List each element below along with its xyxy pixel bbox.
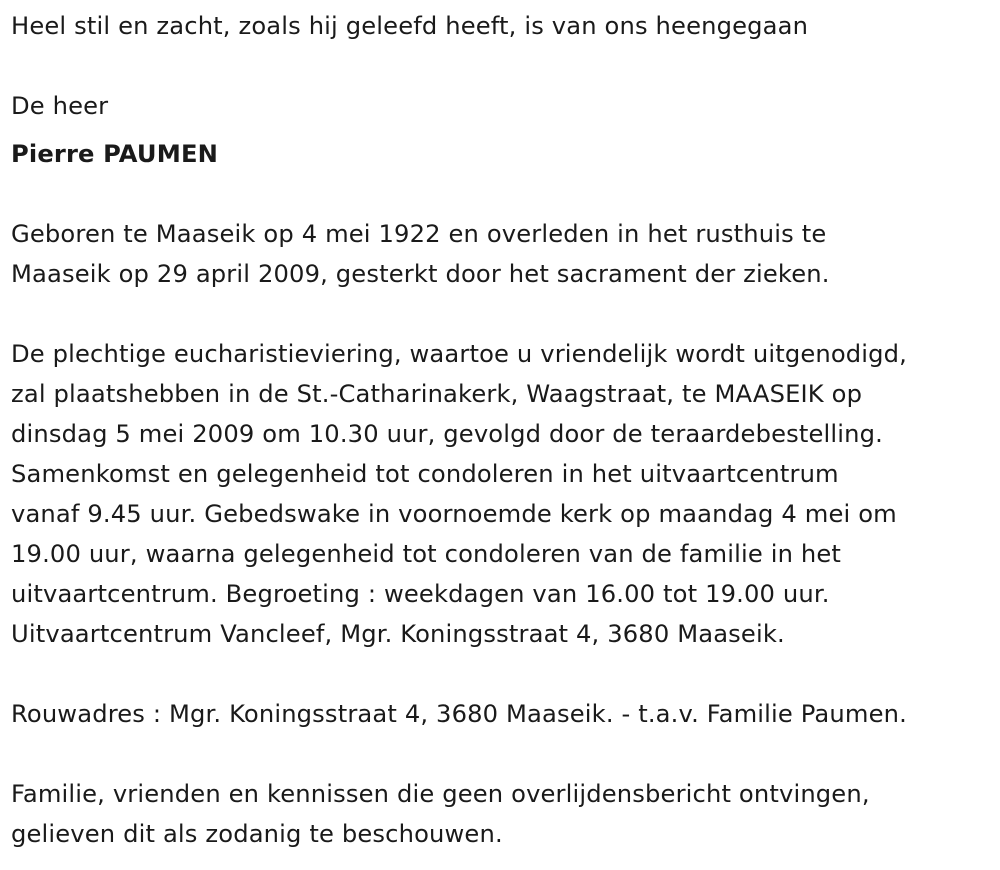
text-line: De plechtige eucharistieviering, waartoe u vriendelijk wordt uitgenodigd, <box>11 340 908 368</box>
text-line: gelieven dit als zodanig te beschouwen. <box>11 820 503 848</box>
text-line: dinsdag 5 mei 2009 om 10.30 uur, gevolgd door de teraardebestelling. <box>11 420 883 448</box>
spacer <box>11 734 996 774</box>
text-line: Familie, vrienden en kennissen die geen overlijdensbericht ontvingen, <box>11 780 870 808</box>
closing-paragraph <box>11 774 996 854</box>
intro-line: Heel stil en zacht, zoals hij geleefd heeft, is van ons heengegaan <box>11 12 809 40</box>
text-line: Maaseik op 29 april 2009, gesterkt door het sacrament der zieken. <box>11 260 830 288</box>
text-line: vanaf 9.45 uur. Gebedswake in voornoemde kerk op maandag 4 mei om <box>11 500 897 528</box>
text-line: Uitvaartcentrum Vancleef, Mgr. Koningsstraat 4, 3680 Maaseik. <box>11 620 785 648</box>
spacer <box>11 174 996 214</box>
spacer <box>11 294 996 334</box>
mourning-address: Rouwadres : Mgr. Koningsstraat 4, 3680 Maaseik. - t.a.v. Familie Paumen. <box>11 700 907 728</box>
salutation: De heer <box>11 92 109 120</box>
death-notice <box>11 6 996 854</box>
deceased-name: Pierre PAUMEN <box>11 140 219 168</box>
text-line: Samenkomst en gelegenheid tot condoleren in het uitvaartcentrum <box>11 460 839 488</box>
birth-death-paragraph <box>11 214 996 294</box>
text-line: uitvaartcentrum. Begroeting : weekdagen van 16.00 tot 19.00 uur. <box>11 580 830 608</box>
text-line: Geboren te Maaseik op 4 mei 1922 en overleden in het rusthuis te <box>11 220 827 248</box>
ceremony-paragraph <box>11 334 996 654</box>
text-line: zal plaatshebben in de St.-Catharinakerk, Waagstraat, te MAASEIK op <box>11 380 863 408</box>
spacer <box>11 46 996 86</box>
spacer <box>11 654 996 694</box>
spacer <box>11 126 996 134</box>
text-line: 19.00 uur, waarna gelegenheid tot condoleren van de familie in het <box>11 540 842 568</box>
